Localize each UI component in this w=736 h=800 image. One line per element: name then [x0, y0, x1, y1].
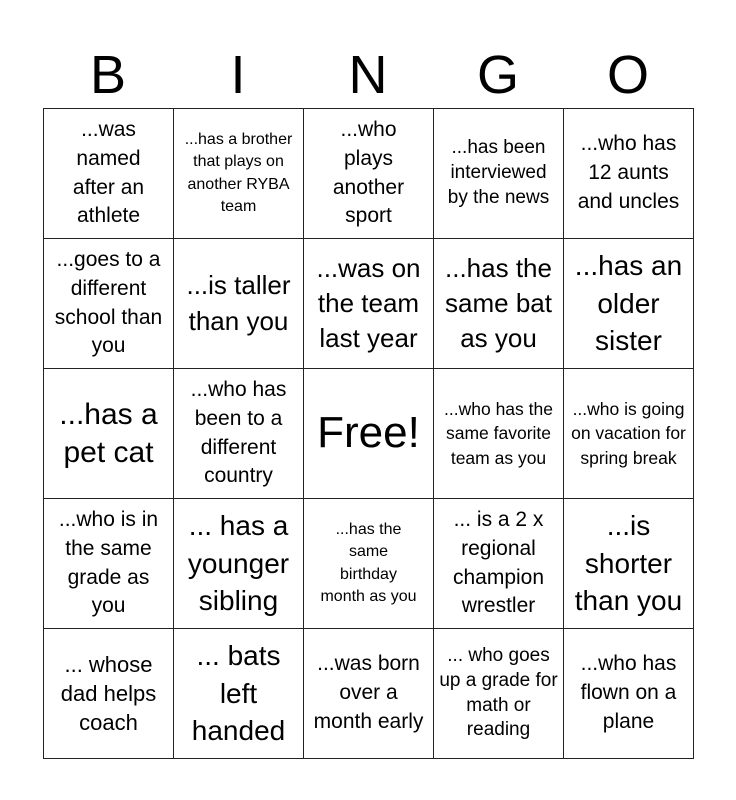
bingo-cell[interactable]: ...who has been to a different country — [173, 368, 304, 499]
bingo-board — [43, 108, 693, 758]
bingo-cell[interactable]: ...who has flown on a plane — [563, 628, 694, 759]
bingo-cell[interactable]: ... is a 2 x regional champion wrestler — [433, 498, 564, 629]
bingo-cell[interactable]: ...has a brother that plays on another RYBA team — [173, 108, 304, 239]
bingo-cell[interactable]: ...has a pet cat — [43, 368, 174, 499]
bingo-cell[interactable]: ... bats left handed — [173, 628, 304, 759]
bingo-cell[interactable]: ...was born over a month early — [303, 628, 434, 759]
bingo-cell[interactable]: ... whose dad helps coach — [43, 628, 174, 759]
header-letter-o: O — [606, 45, 649, 105]
bingo-cell[interactable]: ...was on the team last year — [303, 238, 434, 369]
bingo-cell[interactable]: ...was named after an athlete — [43, 108, 174, 239]
bingo-header — [43, 42, 693, 108]
free-space[interactable]: Free! — [303, 368, 434, 499]
bingo-cell[interactable]: ...who plays another sport — [303, 108, 434, 239]
bingo-cell[interactable]: ...has the same birthday month as you — [303, 498, 434, 629]
bingo-cell[interactable]: ...who has 12 aunts and uncles — [563, 108, 694, 239]
bingo-cell[interactable]: ...who has the same favorite team as you — [433, 368, 564, 499]
bingo-cell[interactable]: ...has an older sister — [563, 238, 694, 369]
header-letter-g: G — [476, 45, 519, 105]
bingo-cell[interactable]: ... who goes up a grade for math or reading — [433, 628, 564, 759]
bingo-cell[interactable]: ...goes to a different school than you — [43, 238, 174, 369]
bingo-cell[interactable]: ...is taller than you — [173, 238, 304, 369]
bingo-cell[interactable]: ... has a younger sibling — [173, 498, 304, 629]
bingo-cell[interactable]: ...has been interviewed by the news — [433, 108, 564, 239]
bingo-cell[interactable]: ...is shorter than you — [563, 498, 694, 629]
bingo-cell[interactable]: ...who is going on vacation for spring break — [563, 368, 694, 499]
header-letter-b: B — [89, 45, 127, 105]
header-letter-i: I — [230, 45, 246, 105]
header-letter-n: N — [348, 45, 388, 105]
bingo-cell[interactable]: ...who is in the same grade as you — [43, 498, 174, 629]
bingo-cell[interactable]: ...has the same bat as you — [433, 238, 564, 369]
